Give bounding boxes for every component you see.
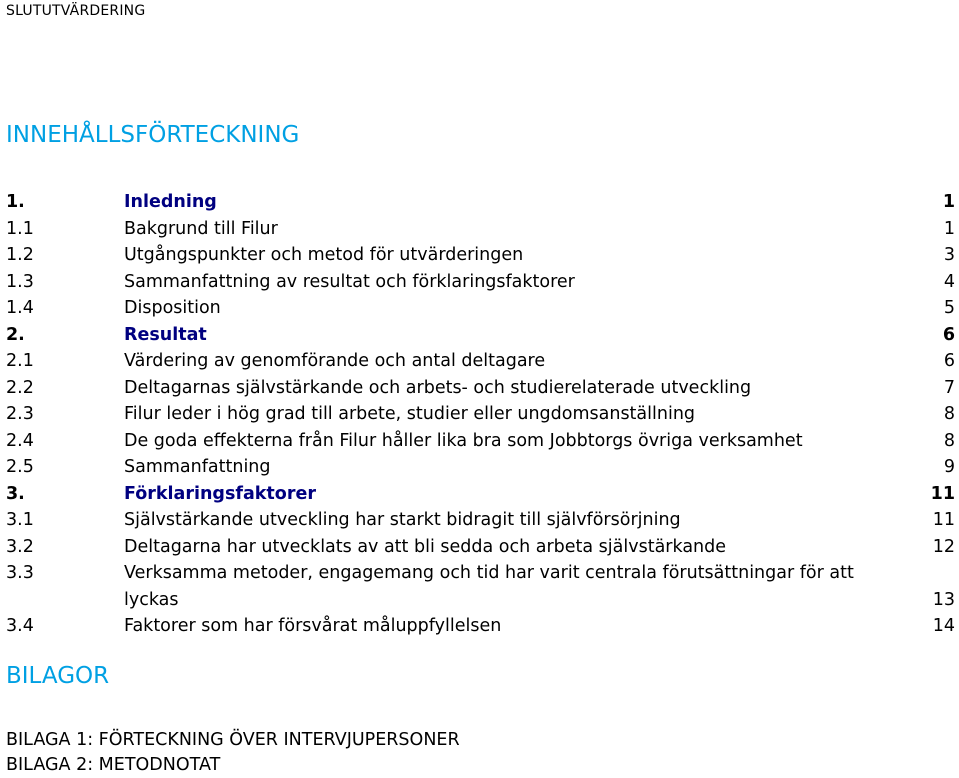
toc-entry-page: 13 (932, 589, 955, 610)
toc-entry-page: 11 (930, 483, 955, 504)
toc-heading: INNEHÅLLSFÖRTECKNING (6, 122, 300, 148)
toc-entry (6, 560, 955, 613)
toc-entry-number: 1.4 (6, 298, 34, 318)
toc-entry-page: 6 (942, 324, 955, 345)
toc-entry-number: 1. (6, 192, 25, 212)
toc-entry-page: 1 (943, 218, 955, 239)
toc-entry (6, 534, 955, 561)
toc-entry-page: 11 (932, 510, 955, 530)
toc-entry-number: 1.3 (6, 271, 34, 292)
toc-entry (6, 242, 955, 269)
toc-entry-title: De goda effekterna från Filur håller lika bra som Jobbtorgs övriga verksamhet (124, 430, 803, 451)
toc-entry-title: Deltagarna har utvecklats av att bli sedda och arbeta självstärkande (124, 536, 727, 557)
toc-entry-title: Bakgrund till Filur (124, 218, 278, 239)
toc-entry-page: 8 (943, 404, 955, 424)
toc-entry-title: Sammanfattning av resultat och förklaringsfaktorer (124, 271, 575, 292)
toc-entry (6, 401, 955, 428)
toc-entry-number: 2.1 (6, 351, 34, 371)
toc-entry-page: 8 (943, 430, 955, 451)
toc-entry (6, 375, 955, 402)
toc-entry (6, 322, 955, 349)
toc-entry-page: 3 (943, 245, 955, 265)
toc-entry-title: Utgångspunkter och metod för utvärderingen (124, 245, 524, 265)
toc-entry (6, 454, 955, 481)
toc-entry-number: 3.2 (6, 536, 34, 557)
toc-entry-number: 2.2 (6, 377, 34, 398)
toc-entry-page: 14 (932, 616, 955, 636)
toc-entry-title: Verksamma metoder, engagemang och tid har varit centrala förutsättningar för att lyckas (124, 563, 854, 610)
toc-entry (6, 295, 955, 322)
toc-entry-page: 12 (932, 536, 955, 557)
toc-entry-page: 1 (942, 192, 955, 212)
toc-entry-title: Filur leder i hög grad till arbete, studier eller ungdomsanställning (124, 404, 696, 424)
toc-entry (6, 348, 955, 375)
toc-entry-number: 2.4 (6, 430, 34, 451)
toc-entry-number: 2.3 (6, 404, 34, 424)
toc-entry-title: Värdering av genomförande och antal deltagare (124, 351, 546, 371)
toc-entry-page: 5 (943, 298, 955, 318)
toc-entry-title: Resultat (124, 324, 207, 345)
toc-entry (6, 189, 955, 216)
toc-entry (6, 216, 955, 243)
toc-entry-title: Sammanfattning (124, 457, 271, 477)
toc-entry (6, 507, 955, 534)
toc-entry-page: 9 (943, 457, 955, 477)
toc-entry-number: 3.1 (6, 510, 34, 530)
toc-entry-number: 1.2 (6, 245, 34, 265)
appendix-item: BILAGA 2: METODNOTAT (6, 755, 221, 775)
appendices-heading: BILAGOR (6, 663, 110, 689)
running-header: SLUTUTVÄRDERING (6, 3, 146, 19)
toc-entry (6, 613, 955, 640)
toc-entry-page: 4 (943, 271, 955, 292)
toc-entry-title: Självstärkande utveckling har starkt bidragit till självförsörjning (124, 510, 681, 530)
toc-entry-title: Faktorer som har försvårat måluppfyllelsen (124, 616, 502, 636)
toc-entry-title: Inledning (124, 192, 217, 212)
toc-entry-page: 6 (943, 351, 955, 371)
table-of-contents (6, 189, 955, 640)
toc-entry (6, 481, 955, 508)
toc-entry-number: 3. (6, 483, 25, 504)
toc-entry-page: 7 (943, 377, 955, 398)
toc-entry-number: 1.1 (6, 218, 34, 239)
toc-entry-number: 3.3 (6, 563, 34, 583)
toc-entry-title: Disposition (124, 298, 221, 318)
toc-entry-number: 3.4 (6, 616, 34, 636)
toc-entry-title: Förklaringsfaktorer (124, 483, 316, 504)
toc-entry (6, 428, 955, 455)
toc-entry-number: 2.5 (6, 457, 34, 477)
toc-entry (6, 269, 955, 296)
toc-entry-number: 2. (6, 324, 25, 345)
appendix-item: BILAGA 1: FÖRTECKNING ÖVER INTERVJUPERSONER (6, 730, 460, 750)
toc-entry-title: Deltagarnas självstärkande och arbets- och studierelaterade utveckling (124, 377, 752, 398)
